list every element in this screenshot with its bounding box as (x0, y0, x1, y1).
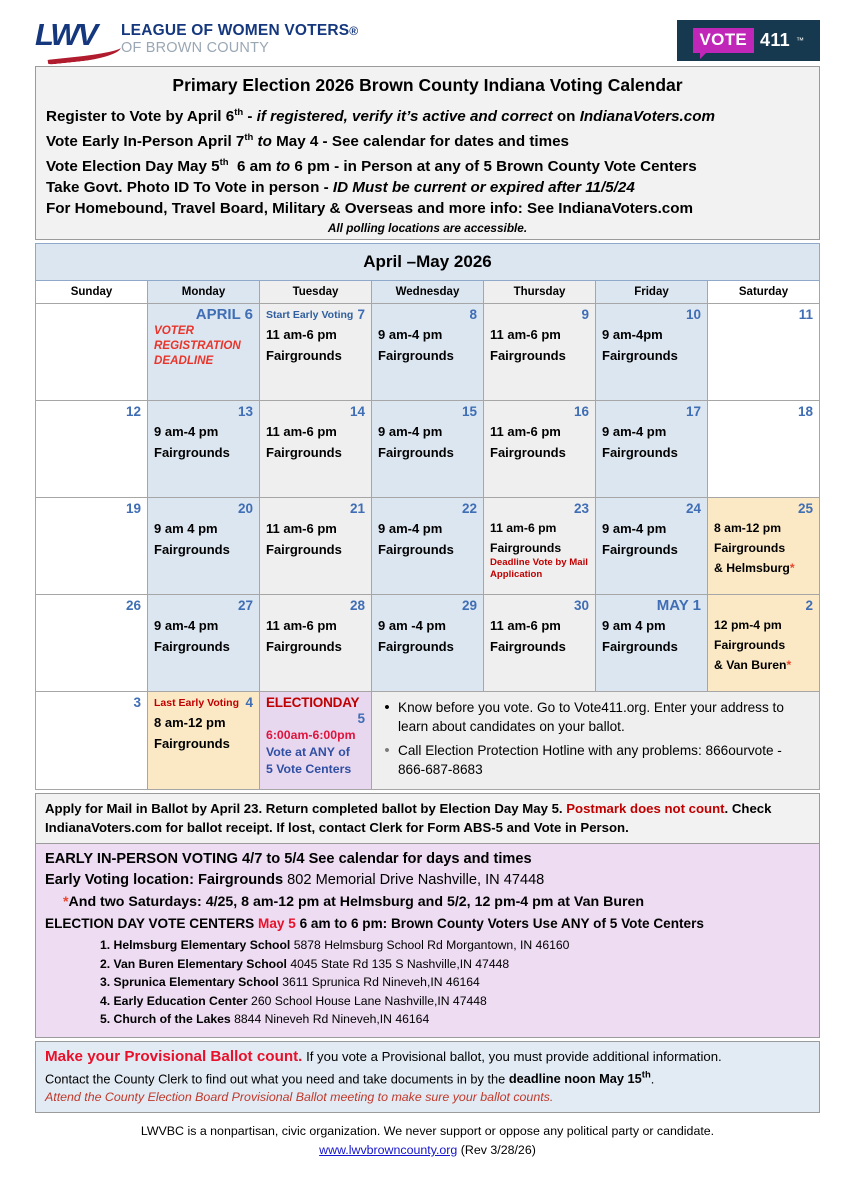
day-cell-may-3[interactable] (36, 692, 148, 790)
saturday-voting-text: And two Saturdays: 4/25, 8 am-12 pm at Helmsburg and 5/2, 12 pm-4 pm at Van Buren (68, 894, 645, 911)
day-number: 16 (573, 404, 589, 420)
vote-center-name: 5. Church of the Lakes (100, 1012, 231, 1027)
day-location: Fairgrounds (266, 639, 342, 655)
day-cell-10[interactable] (596, 304, 708, 401)
vote-center-address: 5878 Helmsburg School Rd Morgantown, IN 46160 (290, 938, 570, 953)
day-cell-may-4[interactable] (148, 692, 260, 790)
day-location: Fairgrounds (602, 445, 678, 461)
register-text: Register to Vote by April 6 (46, 108, 235, 126)
day-cell-22[interactable] (372, 498, 484, 595)
day-cell-23[interactable] (484, 498, 596, 595)
day-hours: 9 am-4 pm (378, 521, 443, 537)
day-cell-7[interactable] (260, 304, 372, 401)
dow-monday: Monday (148, 281, 260, 304)
day-cell-28[interactable] (260, 595, 372, 692)
day-cell-april-6[interactable] (148, 304, 260, 401)
register-verify-italic: if registered, verify it’s active and correct (256, 108, 553, 126)
lwvbrowncounty-link[interactable]: www.lwvbrowncounty.org (319, 1142, 458, 1157)
day-hours: 11 am-6 pm (266, 521, 337, 537)
lwv-monogram-icon (35, 19, 109, 61)
day-hours: 9 am 4 pm (154, 521, 218, 537)
day-location: Fairgrounds (154, 736, 230, 752)
day-number: 14 (349, 404, 365, 420)
lwv-wordmark (121, 19, 358, 56)
day-cell-20[interactable] (148, 498, 260, 595)
day-cell-empty (36, 304, 148, 401)
day-number: 29 (461, 598, 477, 614)
day-cell-26[interactable] (36, 595, 148, 692)
day-number: 13 (237, 404, 253, 420)
day-location-secondary (714, 654, 813, 674)
day-number: 25 (797, 501, 813, 517)
footer-link-line (35, 1141, 820, 1160)
day-location: Fairgrounds (266, 542, 342, 558)
lwv-wordmark-line1 (121, 22, 358, 40)
lwv-logo (35, 19, 358, 61)
day-hours: 11 am-6 pm (490, 424, 561, 440)
day-location: Fairgrounds (266, 348, 342, 364)
start-early-voting-tag: Start Early Voting (266, 309, 354, 322)
bullet-icon: • (384, 699, 390, 717)
header-line-photo-id (46, 177, 809, 198)
day-number: 18 (797, 404, 813, 420)
day-number: 15 (461, 404, 477, 420)
dow-tuesday: Tuesday (260, 281, 372, 304)
day-cell-9[interactable] (484, 304, 596, 401)
lwv-wordmark-line2: OF BROWN COUNTY (121, 40, 269, 56)
registered-mark-icon: ® (349, 24, 359, 38)
voter-tips-panel (372, 692, 820, 790)
day-cell-17[interactable] (596, 401, 708, 498)
list-item (376, 699, 811, 736)
last-early-voting-tag: Last Early Voting (154, 697, 239, 710)
day-number: 26 (125, 598, 141, 614)
provisional-meeting-note: Attend the County Election Board Provisional Ballot meeting to make sure your ballot counts. (45, 1089, 554, 1104)
day-location: Fairgrounds (154, 639, 230, 655)
accessibility-note: All polling locations are accessible. (327, 221, 528, 236)
footer-nonpartisan-statement: LWVBC is a nonpartisan, civic organization. We never support or oppose any political party or candidate. (140, 1123, 715, 1138)
day-number-row (266, 695, 365, 727)
day-location: Fairgrounds (378, 639, 454, 655)
day-hours: 9 am -4 pm (378, 618, 446, 634)
calendar-week-row (36, 304, 820, 401)
asterisk-icon: * (789, 561, 795, 576)
day-hours: 9 am-4pm (602, 327, 663, 343)
voting-calendar-table (35, 243, 820, 790)
calendar-week-row (36, 595, 820, 692)
day-location: Fairgrounds (154, 445, 230, 461)
day-location: Fairgrounds (378, 542, 454, 558)
ordinal-suffix: th (234, 107, 244, 118)
postmark-warning: Postmark does not count (566, 801, 725, 817)
day-number: 22 (461, 501, 477, 517)
day-hours: 9 am-4 pm (154, 618, 219, 634)
calendar-month-title: April –May 2026 (36, 244, 820, 281)
asterisk-icon: * (63, 894, 69, 911)
day-location: Fairgrounds (378, 348, 454, 364)
header-line-early-vote (46, 127, 809, 152)
day-location: Fairgrounds (602, 639, 678, 655)
day-cell-30[interactable] (484, 595, 596, 692)
early-vote-rest: May 4 - See calendar for dates and times (271, 133, 570, 151)
day-number: 17 (685, 404, 701, 420)
election-day-vote-centers-heading (45, 913, 810, 934)
day-number: 5 (357, 711, 365, 727)
day-cell-election-day[interactable] (260, 692, 372, 790)
header-info-box (35, 66, 820, 240)
vote-center-address: 260 School House Lane Nashville,IN 47448 (247, 993, 487, 1008)
ordinal-suffix: th (244, 132, 254, 144)
provisional-heading-line (45, 1047, 810, 1066)
election-day-to: to (275, 158, 291, 176)
vote411-trademark-icon: ™ (796, 35, 804, 45)
provisional-heading-rest: If you vote a Provisional ballot, you must provide additional information. (302, 1048, 722, 1064)
day-cell-13[interactable] (148, 401, 260, 498)
day-cell-27[interactable] (148, 595, 260, 692)
day-location: Fairgrounds (602, 348, 678, 364)
day-cell-21[interactable] (260, 498, 372, 595)
vote411-number: 411 (760, 29, 790, 50)
voter-tip-text: Call Election Protection Hotline with any problems: 866ourvote - 866-687-8683 (398, 743, 782, 777)
vote-centers-list (45, 934, 810, 1029)
election-day-tag: ELECTIONDAY (266, 695, 360, 711)
day-cell-15[interactable] (372, 401, 484, 498)
day-number: 27 (237, 598, 253, 614)
day-location: Fairgrounds (378, 445, 454, 461)
provisional-period: . (650, 1070, 655, 1086)
day-number: 3 (133, 695, 141, 711)
asterisk-icon: * (786, 658, 792, 673)
dow-saturday: Saturday (708, 281, 820, 304)
photo-id-text: Take Govt. Photo ID To Vote in person - (46, 179, 333, 197)
day-cell-16[interactable] (484, 401, 596, 498)
day-hours: 11 am-6 pm (266, 424, 337, 440)
day-number: 24 (685, 501, 701, 517)
day-cell-25[interactable] (708, 498, 820, 595)
day-location: Fairgrounds (490, 541, 562, 556)
day-number: 4 (245, 695, 253, 711)
day-cell-may-1[interactable] (596, 595, 708, 692)
day-hours: 9 am-4 pm (378, 424, 443, 440)
day-cell-19[interactable] (36, 498, 148, 595)
day-number: MAY 1 (656, 597, 701, 615)
election-day-start: 6 am (237, 158, 276, 176)
dow-sunday: Sunday (36, 281, 148, 304)
day-hours: 9 am-4 pm (154, 424, 219, 440)
election-date-highlight: May 5 (258, 916, 296, 932)
voter-tips-list (376, 699, 811, 779)
ordinal-suffix: th (219, 157, 229, 169)
election-day-rest: 6 pm - in Person at any of 5 Brown County Vote Centers (290, 158, 697, 176)
early-vote-text: Vote Early In-Person April 7 (46, 133, 245, 151)
mail-application-deadline-note: Deadline Vote by Mail Application (490, 557, 588, 581)
list-item (100, 1010, 810, 1029)
ordinal-suffix: th (641, 1069, 651, 1081)
day-location-secondary-text: & Van Buren (714, 658, 787, 673)
mail-ballot-text-a: Apply for Mail in Ballot by April 23. Return completed ballot by Election Day May 5. (45, 801, 567, 817)
register-dash: - (243, 108, 257, 126)
day-location: Fairgrounds (714, 541, 786, 556)
day-cell-18[interactable] (708, 401, 820, 498)
list-item (100, 992, 810, 1011)
footer-revision: (Rev 3/28/26) (457, 1142, 536, 1157)
page-title: Primary Election 2026 Brown County Indiana Voting Calendar (172, 75, 683, 95)
calendar-week-row (36, 401, 820, 498)
day-location: Fairgrounds (266, 445, 342, 461)
election-day-hours: 6:00am-6:00pm (266, 728, 356, 743)
calendar-dow-row (36, 281, 820, 304)
early-vote-to: to (257, 133, 272, 151)
list-item (100, 936, 810, 955)
day-hours: 11 am-6 pm (490, 618, 561, 634)
vote-center-name: 2. Van Buren Elementary School (100, 956, 287, 971)
calendar-week-row (36, 498, 820, 595)
mail-ballot-text-b: . Check IndianaVoters.com for ballot receipt. If lost, contact Clerk for Form ABS-5 and Vote in Person. (45, 801, 772, 836)
header-line-election-day (46, 152, 809, 177)
list-item (100, 955, 810, 974)
day-cell-24[interactable] (596, 498, 708, 595)
vote-center-name: 4. Early Education Center (100, 993, 248, 1008)
vote-centers-label: ELECTION DAY VOTE CENTERS (45, 916, 259, 932)
election-day-text: Vote Election Day May 5 (46, 158, 220, 176)
provisional-contact-text: Contact the County Clerk to find out what you need and take documents in by the (45, 1070, 509, 1086)
day-cell-14[interactable] (260, 401, 372, 498)
day-number: APRIL 6 (195, 306, 253, 324)
day-hours: 8 am-12 pm (714, 521, 782, 536)
day-number: 9 (581, 307, 589, 323)
day-location-secondary (714, 557, 813, 577)
indianavoters-link-text: IndianaVoters.com (579, 108, 716, 126)
day-number: 30 (573, 598, 589, 614)
voter-tip-text: Know before you vote. Go to Vote411.org. Enter your address to learn about candidates on your ballot. (398, 700, 784, 734)
day-location-secondary-text: & Helmsburg (714, 561, 790, 576)
day-cell-11[interactable] (708, 304, 820, 401)
provisional-ballot-panel (35, 1041, 820, 1113)
bullet-icon: • (384, 742, 390, 760)
early-voting-address: 802 Memorial Drive Nashville, IN 47448 (283, 872, 545, 889)
day-number: 19 (125, 501, 141, 517)
day-hours: 9 am 4 pm (602, 618, 666, 634)
day-number: 21 (349, 501, 365, 517)
early-voting-heading: EARLY IN-PERSON VOTING 4/7 to 5/4 See calendar for days and times (45, 851, 532, 868)
day-number: 11 (798, 307, 813, 323)
day-hours: 8 am-12 pm (154, 715, 226, 731)
list-item (100, 973, 810, 992)
election-day-vote-line1: Vote at ANY of (266, 745, 350, 760)
day-hours: 12 pm-4 pm (714, 618, 782, 633)
vote-center-address: 3611 Sprunica Rd Nineveh,IN 46164 (278, 975, 480, 990)
vote-center-name: 3. Sprunica Elementary School (100, 975, 279, 990)
day-number: 28 (349, 598, 365, 614)
day-location: Fairgrounds (490, 639, 566, 655)
vote411-bubble-icon: VOTE (693, 28, 755, 53)
page-footer (35, 1113, 820, 1160)
election-day-vote-line2: 5 Vote Centers (266, 762, 352, 777)
dow-wednesday: Wednesday (372, 281, 484, 304)
day-hours: 9 am-4 pm (602, 424, 667, 440)
provisional-heading: Make your Provisional Ballot count. (45, 1047, 303, 1065)
saturday-voting-note (45, 891, 810, 913)
day-location: Fairgrounds (602, 542, 678, 558)
header-line-register (46, 102, 809, 127)
calendar-week-row-final (36, 692, 820, 790)
header-line-homebound: For Homebound, Travel Board, Military & Overseas and more info: See IndianaVoters.com (46, 200, 694, 218)
provisional-deadline-text: deadline noon May 15 (508, 1070, 642, 1086)
provisional-deadline (509, 1071, 651, 1086)
vote-centers-hours: 6 am to 6 pm: Brown County Voters Use ANY of 5 Vote Centers (295, 916, 704, 932)
day-location: Fairgrounds (714, 638, 786, 653)
early-voting-panel (35, 844, 820, 1038)
list-item (376, 742, 811, 779)
voter-registration-deadline-note: VOTER REGISTRATION DEADLINE (154, 324, 241, 368)
provisional-contact-line (45, 1066, 810, 1088)
day-hours: 11 am-6 pm (490, 521, 557, 536)
early-voting-location-label: Early Voting location: Fairgrounds (45, 872, 284, 889)
vote-center-name: 1. Helmsburg Elementary School (100, 938, 291, 953)
day-number: 2 (805, 598, 813, 614)
lwv-letters: LWV (35, 17, 97, 52)
day-number: 12 (125, 404, 141, 420)
day-location: Fairgrounds (154, 542, 230, 558)
day-number-row (154, 695, 253, 711)
day-number: 23 (573, 501, 589, 517)
early-voting-location (45, 870, 810, 891)
day-cell-8[interactable] (372, 304, 484, 401)
vote411-logo (677, 20, 820, 61)
day-hours: 9 am-4 pm (602, 521, 667, 537)
lwv-wordmark-line1-text: LEAGUE OF WOMEN VOTERS (121, 22, 350, 39)
vote-center-address: 8844 Nineveh Rd Nineveh,IN 46164 (230, 1012, 430, 1027)
day-hours: 11 am-6 pm (266, 618, 337, 634)
day-number: 20 (237, 501, 253, 517)
dow-thursday: Thursday (484, 281, 596, 304)
vote-center-address: 4045 State Rd 135 S Nashville,IN 47448 (286, 956, 510, 971)
day-location: Fairgrounds (490, 348, 566, 364)
day-hours: 9 am-4 pm (378, 327, 443, 343)
day-number: 7 (357, 307, 365, 323)
register-on: on (552, 108, 580, 126)
mail-in-ballot-panel (35, 793, 820, 844)
day-number: 8 (469, 307, 477, 323)
photo-id-italic: ID Must be current or expired after 11/5/24 (332, 179, 635, 197)
day-number-row (266, 307, 365, 323)
day-hours: 11 am-6 pm (490, 327, 561, 343)
dow-friday: Friday (596, 281, 708, 304)
day-cell-may-2[interactable] (708, 595, 820, 692)
day-cell-12[interactable] (36, 401, 148, 498)
calendar-month-row (36, 244, 820, 281)
day-cell-29[interactable] (372, 595, 484, 692)
day-number: 10 (685, 307, 701, 323)
logo-bar (35, 0, 820, 66)
day-location: Fairgrounds (490, 445, 566, 461)
day-hours: 11 am-6 pm (266, 327, 337, 343)
